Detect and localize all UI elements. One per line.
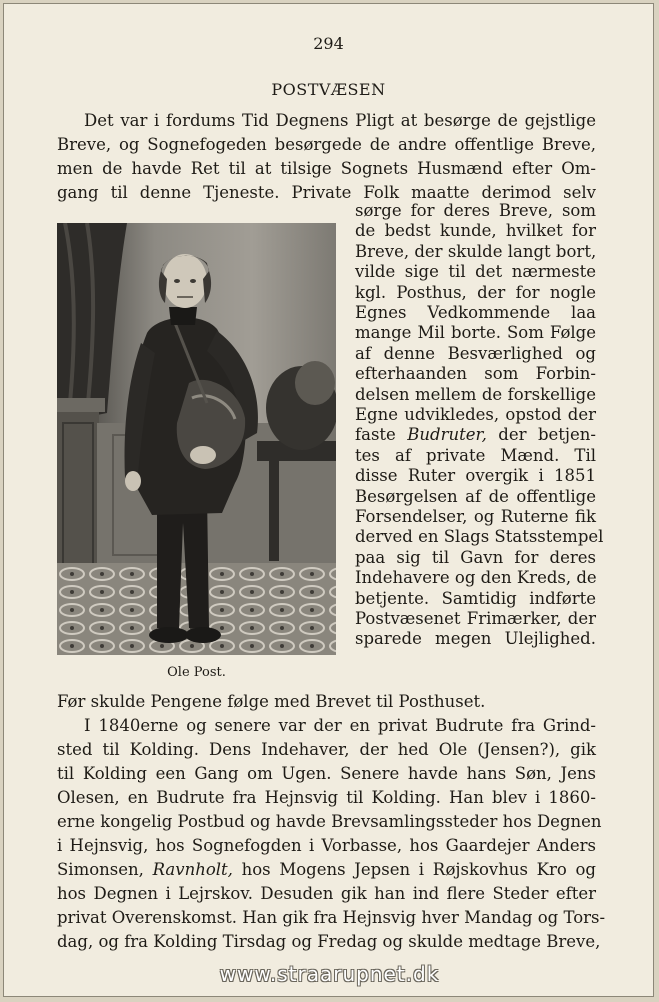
text-line: vilde sige til det nærmeste — [355, 262, 596, 282]
text-line: Det var i fordums Tid Degnens Pligt at besørge de gejstlige — [84, 111, 596, 130]
text-line: Egnes Vedkommende laa — [355, 303, 596, 322]
text-line: men de havde Ret til at tilsige Sognets Husmænd efter Om- — [57, 159, 596, 178]
text-line: efterhaanden som Forbin- — [355, 364, 596, 384]
photo-caption: Ole Post. — [167, 665, 226, 680]
text-line: I 1840erne og senere var der en privat Budrute fra Grind- — [84, 716, 596, 735]
italic-place-name: Ravnholt, — [152, 860, 233, 879]
text-line: kgl. Posthus, der for nogle — [355, 282, 596, 302]
text-fragment: faste — [355, 425, 396, 445]
text-line: af denne Besværlighed og — [355, 343, 596, 363]
text-fragment: Simonsen, — [57, 860, 144, 879]
text-line: mange Mil borte. Som Følge — [355, 323, 596, 343]
text-line: tes af private Mænd. Til — [355, 445, 596, 465]
text-line: sørge for deres Breve, som — [355, 201, 596, 220]
text-line: sted til Kolding. Dens Indehaver, der hed Ole (Jensen?), gik — [57, 740, 596, 759]
text-line: hos Degnen i Lejrskov. Desuden gik han ind flere Steder efter — [57, 884, 596, 903]
italic-term: Budruter, — [407, 425, 487, 445]
text-line: Egne udvikledes, opstod der — [355, 405, 596, 424]
text-fragment: hos Mogens Jepsen i Røjskovhus Kro og — [241, 860, 596, 879]
text-line: sparede megen Ulejlighed. — [355, 629, 596, 649]
text-line: Besørgelsen af de offentlige — [355, 486, 596, 506]
text-line: Breve, der skulde langt bort, — [355, 241, 597, 261]
section-heading: POSTVÆSEN — [271, 80, 386, 99]
text-line-mixed — [57, 858, 596, 882]
text-line: delsen mellem de forskellige — [355, 384, 596, 404]
text-line: Forsendelser, og Ruterne fik — [355, 507, 596, 526]
text-line: til Kolding een Gang om Ugen. Senere havde hans Søn, Jens — [57, 764, 596, 783]
text-line: Olesen, en Budrute fra Hejnsvig til Kolding. Han blev i 1860- — [57, 788, 596, 807]
portrait-photo-image — [57, 223, 336, 655]
text-line: privat Overenskomst. Han gik fra Hejnsvig hver Mandag og Tors- — [57, 908, 606, 927]
text-line: disse Ruter overgik i 1851 — [355, 466, 596, 486]
text-line: Indehavere og den Kreds, de — [355, 568, 597, 588]
text-line: Postvæsenet Frimærker, der — [355, 609, 596, 628]
text-line: i Hejnsvig, hos Sognefogden i Vorbasse, hos Gaardejer Anders — [57, 836, 596, 855]
text-line: de bedst kunde, hvilket for — [355, 221, 596, 241]
portrait-photo — [57, 223, 336, 655]
text-line: dag, og fra Kolding Tirsdag og Fredag og skulde medtage Breve, — [57, 932, 601, 951]
text-line: paa sig til Gavn for deres — [355, 547, 596, 567]
text-line: betjente. Samtidig indførte — [355, 588, 596, 608]
page-number: 294 — [313, 34, 344, 53]
site-watermark: www.straarupnet.dk — [219, 962, 440, 986]
text-line: erne kongelig Postbud og havde Brevsamlingssteder hos Degnen — [57, 812, 602, 831]
text-line: gang til denne Tjeneste. Private Folk maatte derimod selv — [57, 183, 596, 202]
text-line: Breve, og Sognefogeden besørgede de andre offentlige Breve, — [57, 135, 596, 154]
text-line: derved en Slags Statsstempel — [355, 527, 604, 547]
text-line: Før skulde Pengene følge med Brevet til Posthuset. — [57, 692, 486, 711]
text-fragment: der betjen- — [498, 425, 597, 445]
